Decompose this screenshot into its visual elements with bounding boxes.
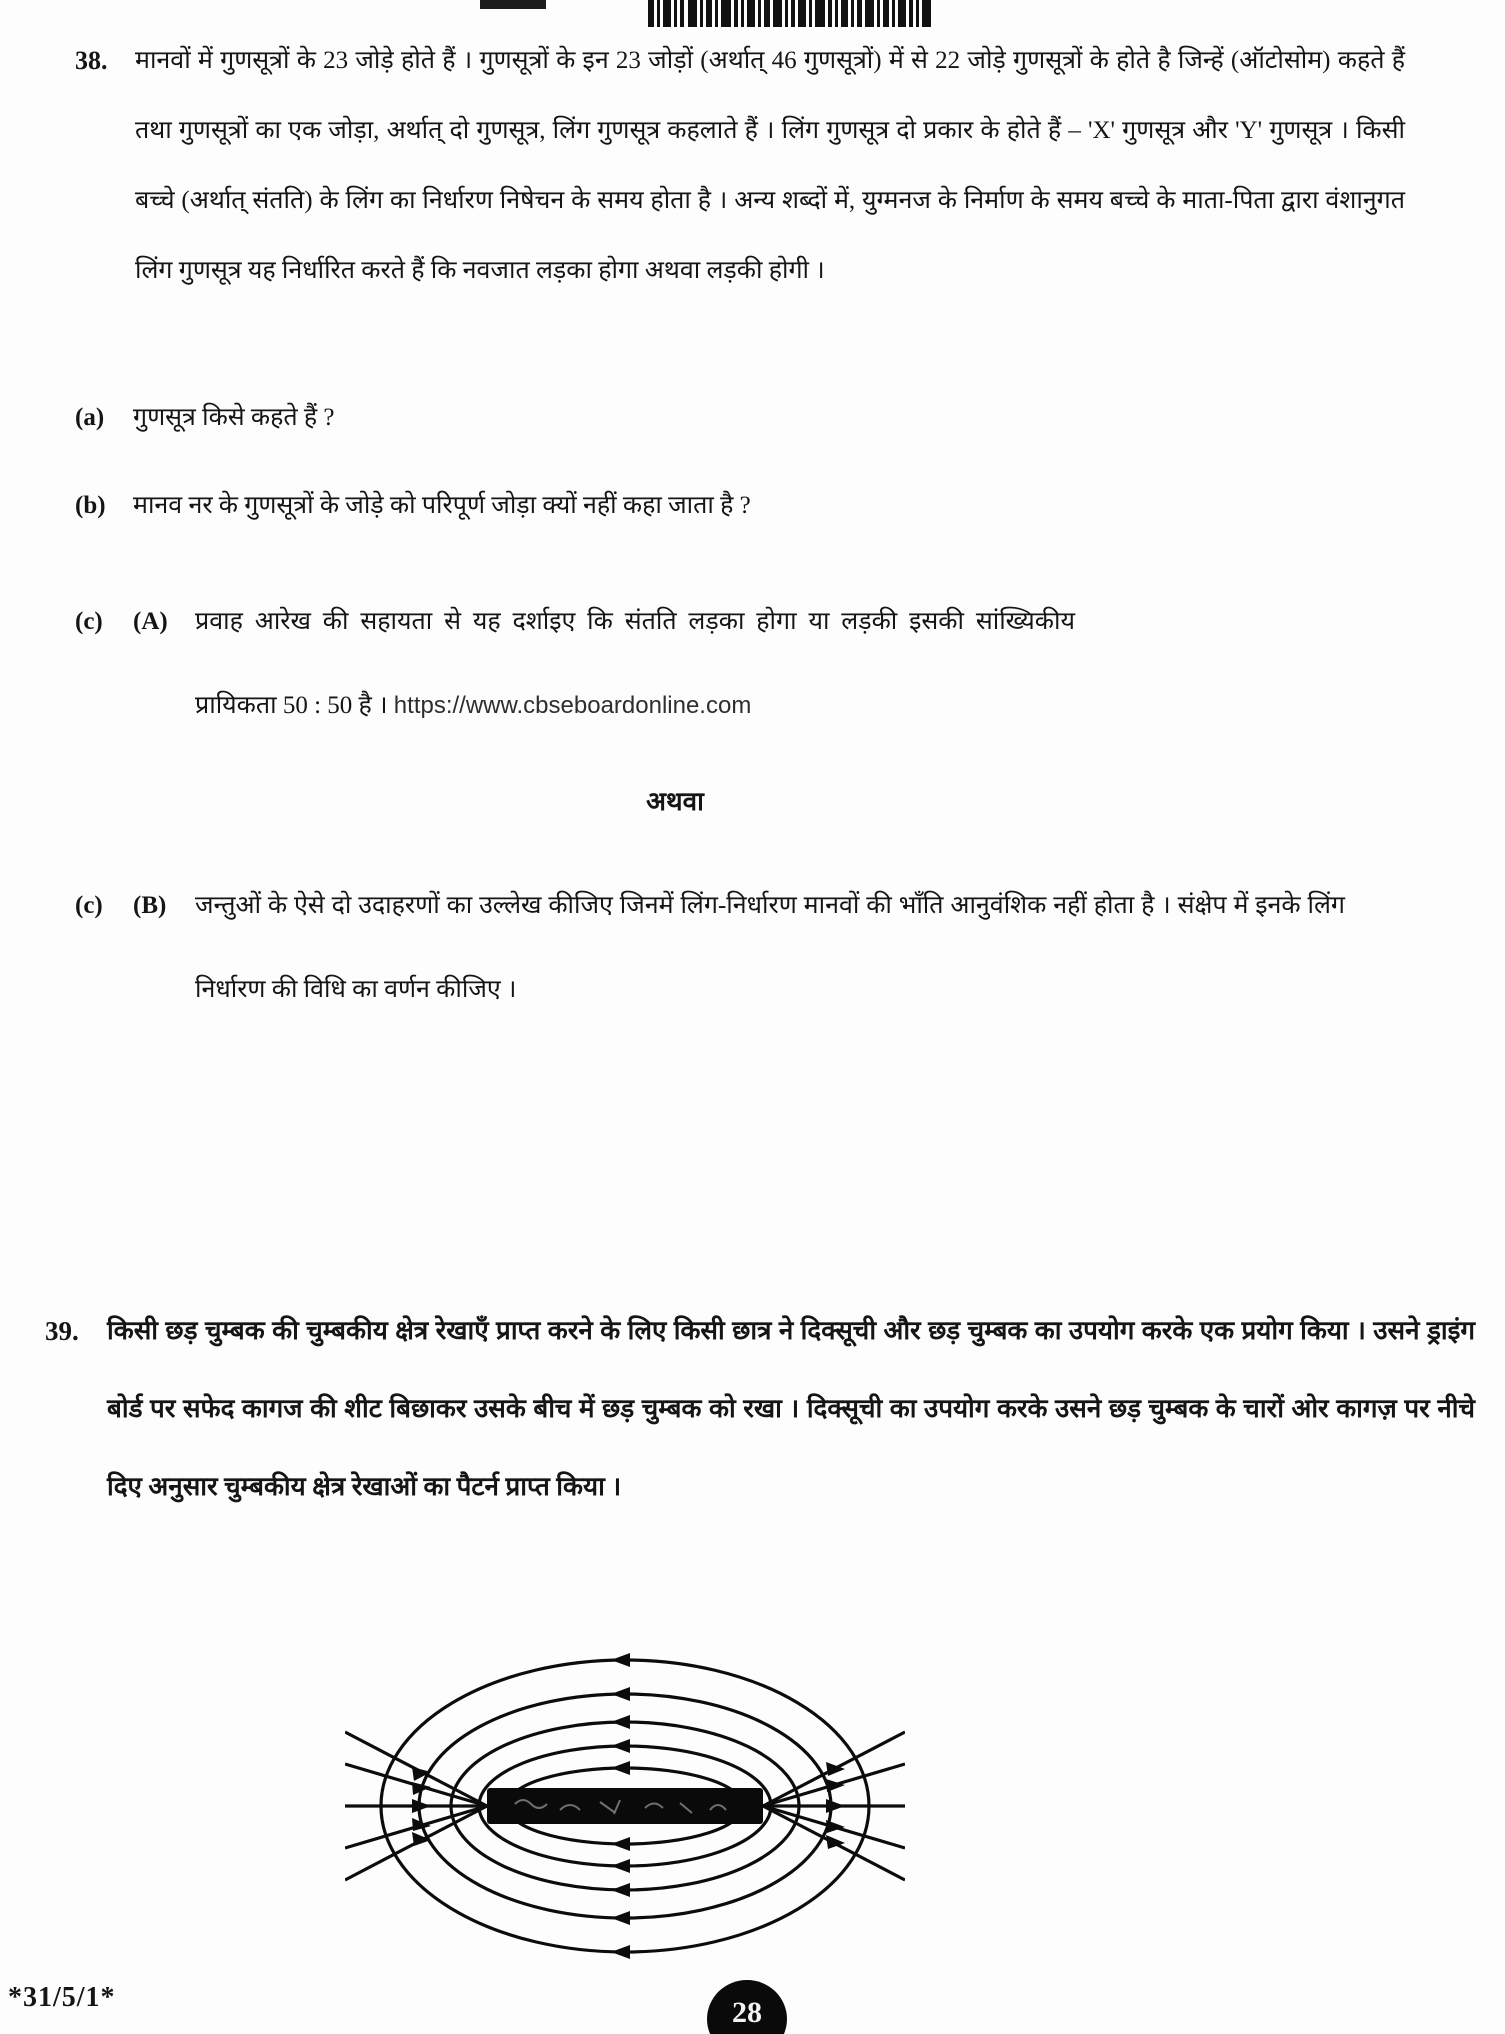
part-a-label: (a) bbox=[75, 404, 105, 431]
website-watermark: https://www.cbseboardonline.com bbox=[393, 692, 752, 719]
question-38-part-c-B bbox=[75, 864, 1405, 1032]
part-c-A-sublabel: (A) bbox=[133, 608, 168, 635]
question-38-text: मानवों में गुणसूत्रों के 23 जोड़े होते हैं । गुणसूत्रों के इन 23 जोड़ों (अर्थात् 46 गुणसूत्रों) में से 22 जोड़े गुणसूत्रों के होते है जिन्हें (ऑटोसोम) कहते हैं तथा गुणसूत्रों का एक जोड़ा, अर्थात् दो गुणसूत्र, लिंग गुणसूत्र कहलाते हैं । लिंग गुणसूत्र दो प्रकार के होते हैं – 'X' गुणसूत्र और 'Y' गुणसूत्र । किसी बच्चे (अर्थात् संतति) के लिंग का निर्धारण निषेचन के समय होता है । अन्य शब्दों में, युग्मनज के निर्माण के समय बच्चे के माता-पिता द्वारा वंशानुगत लिंग गुणसूत्र यह निर्धारित करते हैं कि नवजात लड़का होगा अथवा लड़की होगी । bbox=[135, 47, 1405, 284]
question-38-number: 38. bbox=[75, 46, 108, 75]
question-39 bbox=[45, 1292, 1475, 1526]
question-39-text: किसी छड़ चुम्बक की चुम्बकीय क्षेत्र रेखाएँ प्राप्त करने के लिए किसी छात्र ने दिक्सूची और छड़ चुम्बक का उपयोग करके एक प्रयोग किया । उसने ड्राइंग बोर्ड पर सफेद कागज की शीट बिछाकर उसके बीच में छड़ चुम्बक को रखा । दिक्सूची का उपयोग करके उसने छड़ चुम्बक के चारों ओर कागज़ पर नीचे दिए अनुसार चुम्बकीय क्षेत्र रेखाओं का पैटर्न प्राप्त किया । bbox=[107, 1316, 1475, 1501]
question-38 bbox=[75, 26, 1405, 1032]
question-38-part-c-A bbox=[75, 580, 1405, 748]
or-divider-label: अथवा bbox=[646, 787, 704, 816]
barcode-icon bbox=[648, 0, 934, 27]
part-c-B-sublabel: (B) bbox=[133, 892, 167, 919]
page-number: 28 bbox=[732, 1996, 762, 2029]
question-39-number: 39. bbox=[45, 1316, 79, 1346]
question-39-statement bbox=[45, 1292, 1475, 1526]
scan-artifact-mark bbox=[480, 0, 546, 9]
part-b-text: मानव नर के गुणसूत्रों के जोड़े को परिपूर्ण जोड़ा क्यों नहीं कहा जाता है ? bbox=[133, 492, 751, 519]
part-b-label: (b) bbox=[75, 492, 106, 519]
barcode-graphic bbox=[648, 0, 934, 27]
part-c-A-text bbox=[195, 580, 1075, 748]
question-38-statement bbox=[75, 26, 1405, 306]
part-c-B-text: जन्तुओं के ऐसे दो उदाहरणों का उल्लेख कीजिए जिनमें लिंग-निर्धारण मानवों की भाँति आनुवंशिक नहीं होता है । संक्षेप में इनके लिंग निर्धारण की विधि का वर्णन कीजिए । bbox=[195, 892, 1345, 1003]
paper-set-code: *31/5/1* bbox=[8, 1982, 116, 2013]
magnetic-field-diagram bbox=[345, 1628, 905, 1988]
question-38-part-a bbox=[75, 398, 1405, 438]
part-c-label: (c) bbox=[75, 608, 103, 635]
part-c-label-2: (c) bbox=[75, 892, 103, 919]
part-c-A-question: प्रवाह आरेख की सहायता से यह दर्शाइए कि संतति लड़का होगा या लड़की इसकी सांख्यिकीय प्रायिकता 50 : 50 है । bbox=[195, 608, 1075, 719]
bar-magnet-field-lines-figure bbox=[345, 1628, 905, 1990]
question-38-part-b bbox=[75, 486, 1405, 526]
part-a-text: गुणसूत्र किसे कहते हैं ? bbox=[133, 404, 335, 431]
